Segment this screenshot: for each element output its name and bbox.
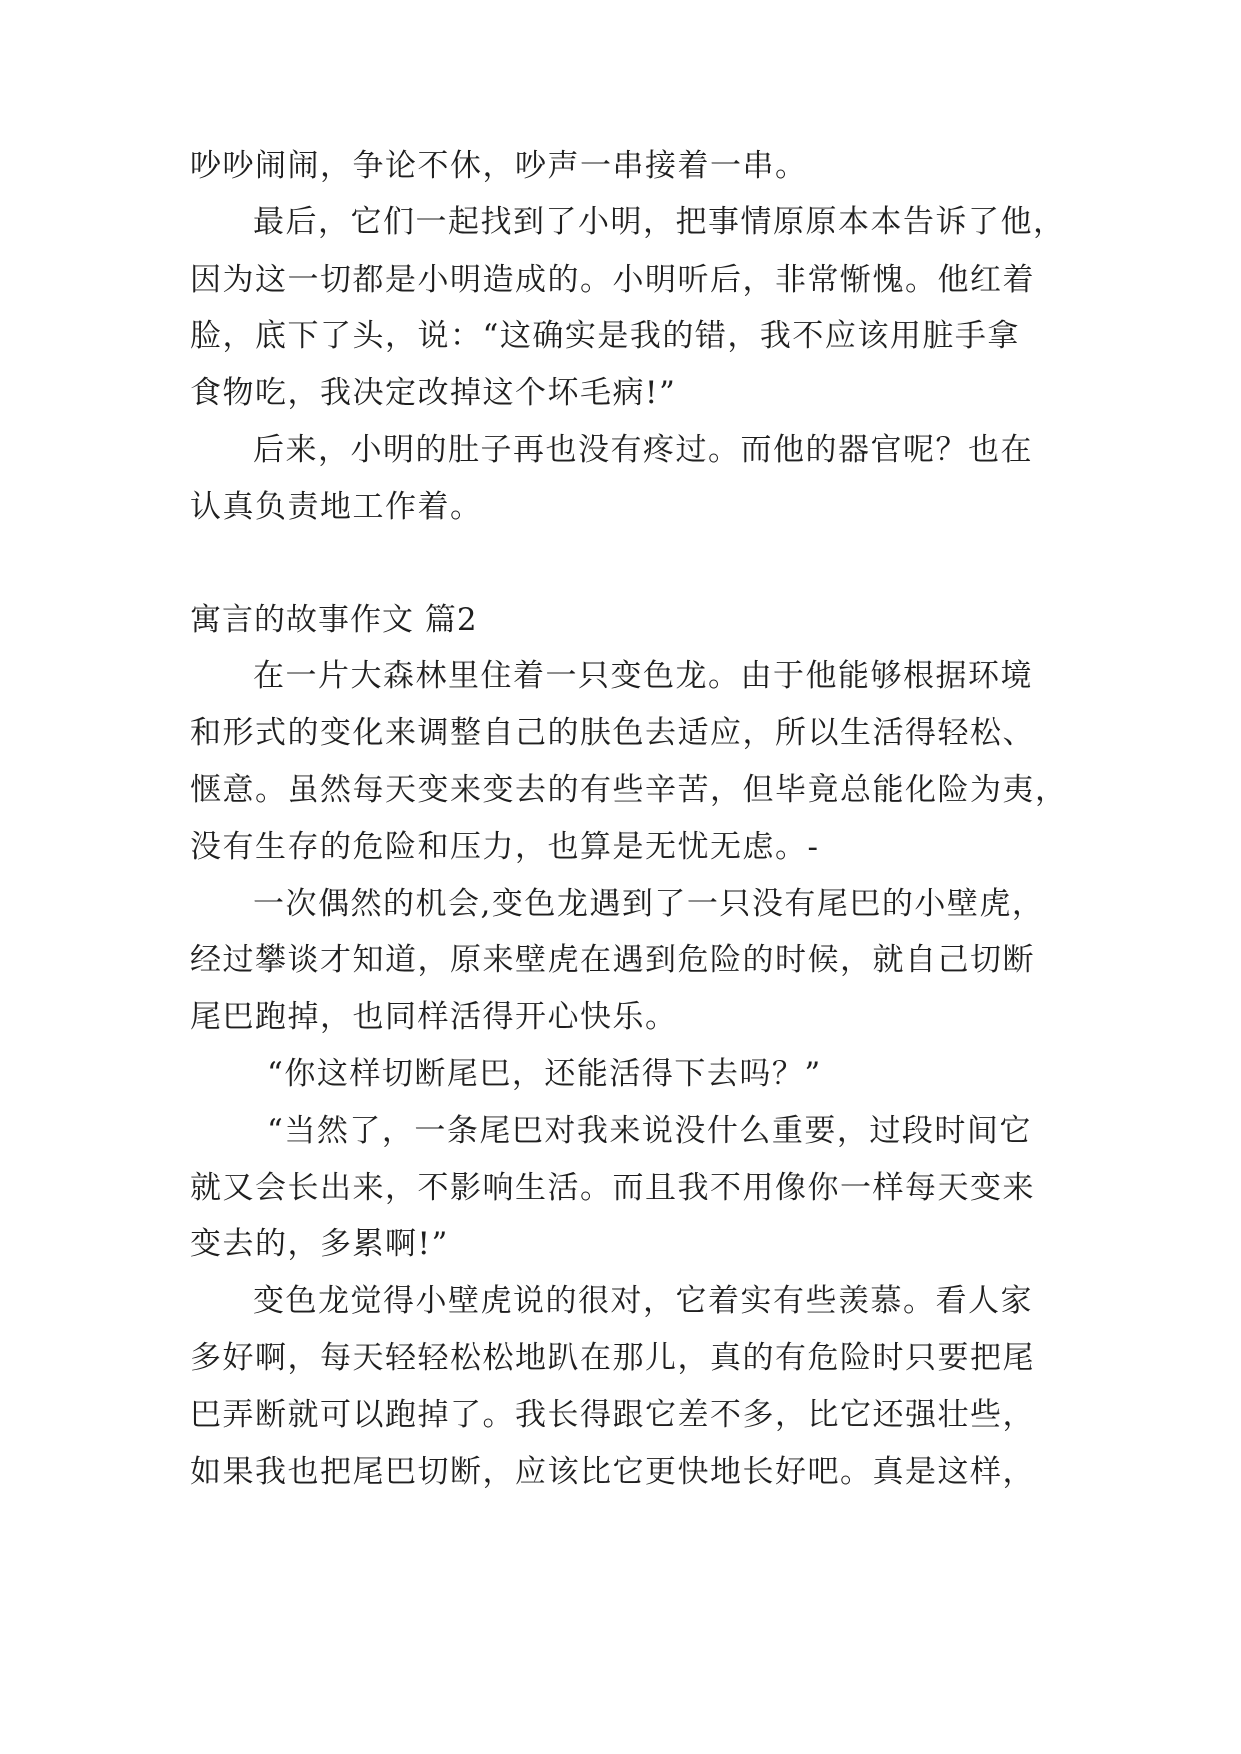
- paragraph-line: 一次偶然的机会,变色龙遇到了一只没有尾巴的小壁虎，: [253, 886, 1045, 922]
- paragraph-line: 没有生存的危险和压力，也算是无忧无虑。-: [190, 829, 820, 865]
- paragraph-line: “你这样切断尾巴，还能活得下去吗？”: [267, 1056, 822, 1092]
- paragraph-line: 后来，小明的肚子再也没有疼过。而他的器官呢？也在: [253, 432, 1033, 468]
- paragraph-line: 在一片大森林里住着一只变色龙。由于他能够根据环境: [253, 658, 1033, 694]
- paragraph-line: 因为这一切都是小明造成的。小明听后，非常惭愧。他红着: [190, 262, 1035, 298]
- paragraph-line: 惬意。虽然每天变来变去的有些辛苦，但毕竟总能化险为夷，: [190, 772, 1068, 808]
- paragraph-line: 和形式的变化来调整自己的肤色去适应，所以生活得轻松、: [190, 715, 1035, 751]
- paragraph-line: 最后，它们一起找到了小明，把事情原原本本告诉了他，: [253, 204, 1066, 240]
- paragraph-line: 脸，底下了头，说：“这确实是我的错，我不应该用脏手拿: [190, 318, 1020, 354]
- paragraph-line: 经过攀谈才知道，原来壁虎在遇到危险的时候，就自己切断: [190, 942, 1035, 978]
- section-heading: 寓言的故事作文 篇2: [190, 602, 478, 638]
- paragraph-line: 吵吵闹闹，争论不休，吵声一串接着一串。: [190, 148, 808, 184]
- paragraph-line: 变去的，多累啊!”: [190, 1226, 449, 1262]
- paragraph-line: 食物吃，我决定改掉这个坏毛病!”: [190, 375, 677, 411]
- paragraph-line: 就又会长出来，不影响生活。而且我不用像你一样每天变来: [190, 1170, 1035, 1206]
- paragraph-line: 如果我也把尾巴切断，应该比它更快地长好吧。真是这样，: [190, 1454, 1035, 1490]
- paragraph-line: 巴弄断就可以跑掉了。我长得跟它差不多，比它还强壮些，: [190, 1397, 1035, 1433]
- paragraph-line: “当然了，一条尾巴对我来说没什么重要，过段时间它: [267, 1113, 1032, 1149]
- paragraph-line: 尾巴跑掉，也同样活得开心快乐。: [190, 999, 678, 1035]
- paragraph-line: 变色龙觉得小壁虎说的很对，它着实有些羡慕。看人家: [253, 1283, 1033, 1319]
- paragraph-line: 认真负责地工作着。: [190, 489, 483, 525]
- paragraph-line: 多好啊，每天轻轻松松地趴在那儿，真的有危险时只要把尾: [190, 1340, 1035, 1376]
